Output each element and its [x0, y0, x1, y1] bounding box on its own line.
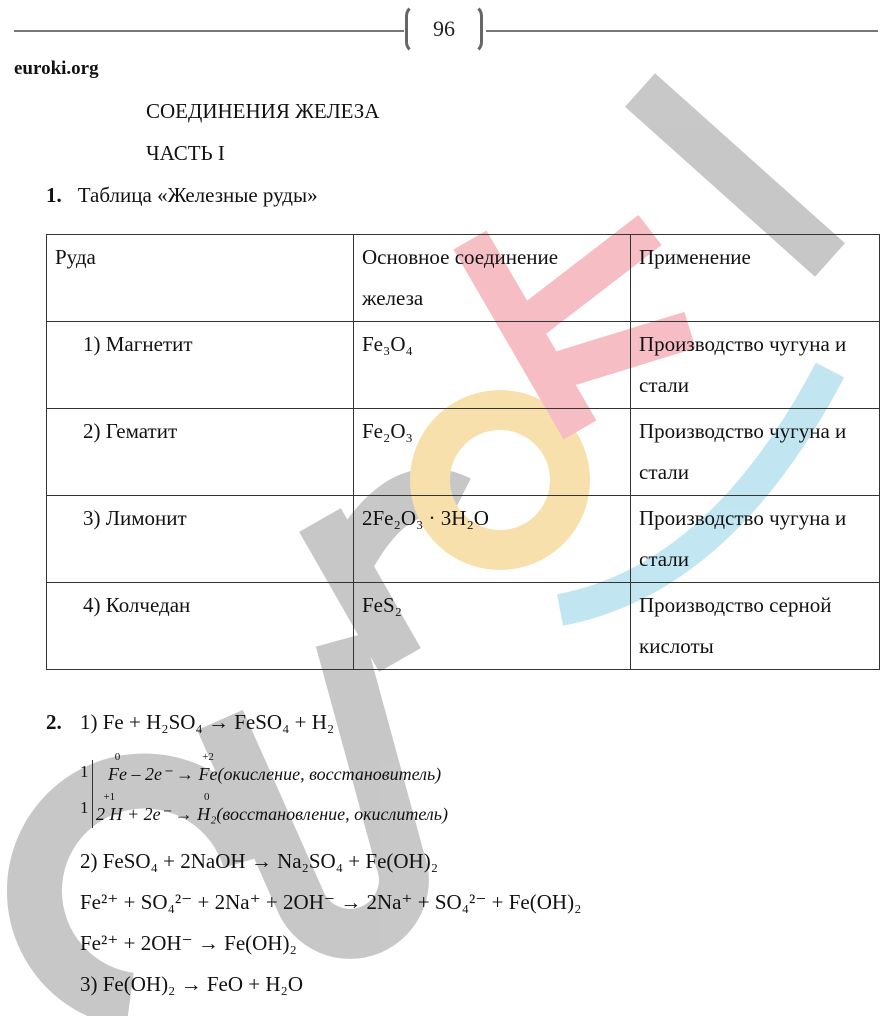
- balance-note: (восстановление, окислитель): [216, 804, 448, 824]
- balance-line-2: [96, 791, 448, 825]
- ore-use: Производство чугуна и стали: [631, 322, 880, 409]
- ore-name: 1) Магнетит: [47, 322, 354, 409]
- header-compound: Основное соединение железа: [354, 235, 631, 322]
- header-rule-left: [14, 30, 404, 32]
- ore-compound: Fe₃O₄: [354, 322, 631, 409]
- site-label: euroki.org: [14, 58, 99, 79]
- ore-name: 3) Лимонит: [47, 496, 354, 583]
- balance-bar: [92, 760, 93, 828]
- balance-term: H₂: [197, 804, 217, 824]
- equation-1: 1) Fe + H₂SO₄ → FeSO₄ + H₂: [80, 710, 335, 734]
- header-rule-right: [486, 30, 878, 32]
- page-number: 96: [405, 4, 483, 54]
- balance-term: – 2e⁻ →: [131, 764, 194, 784]
- ore-use: Производство серной кислоты: [631, 583, 880, 670]
- equation-2-ionic-full: Fe²⁺ + SO₄²⁻ + 2Na⁺ + 2OH⁻ → 2Na⁺ + SO₄²⁻ + Fe(OH)₂: [80, 890, 582, 914]
- section-part: ЧАСТЬ I: [146, 141, 225, 165]
- balance-term: + 2e⁻ →: [127, 804, 193, 824]
- ore-use: Производство чугуна и стали: [631, 409, 880, 496]
- table-row: [47, 322, 880, 409]
- table-row: [47, 496, 880, 583]
- ores-table: [46, 234, 880, 670]
- section-title: СОЕДИНЕНИЯ ЖЕЛЕЗА: [146, 99, 380, 123]
- balance-note: (окисление, восстановитель): [217, 764, 442, 784]
- ox-state: 0: [204, 791, 210, 803]
- question-1-text: Таблица «Железные руды»: [77, 183, 318, 207]
- ore-compound: FeS₂: [354, 583, 631, 670]
- ore-compound: 2Fe₂O₃ · 3H₂O: [354, 496, 631, 583]
- ox-state: 0: [114, 751, 121, 763]
- table-header-row: [47, 235, 880, 322]
- balance-term: Fe: [108, 764, 127, 784]
- balance-coef-1: 1: [80, 762, 89, 781]
- table-row: [47, 583, 880, 670]
- question-1-number: 1.: [46, 183, 62, 207]
- table-row: [47, 409, 880, 496]
- header-ore: Руда: [47, 235, 354, 322]
- balance-term: Fe: [198, 764, 218, 784]
- balance-term: 2 H: [96, 804, 123, 824]
- balance-coef-2: 1: [80, 798, 89, 817]
- equation-2: 2) FeSO₄ + 2NaOH → Na₂SO₄ + Fe(OH)₂: [80, 849, 439, 873]
- ox-state: +2: [202, 751, 214, 763]
- header-use: Применение: [631, 235, 880, 322]
- ore-compound: Fe₂O₃: [354, 409, 631, 496]
- question-1: [46, 183, 318, 208]
- equation-2-ionic-short: Fe²⁺ + 2OH⁻ → Fe(OH)₂: [80, 931, 297, 955]
- ox-state: +1: [103, 791, 116, 803]
- balance-line-1: [108, 751, 442, 785]
- question-2-number: 2.: [46, 710, 62, 734]
- ore-name: 4) Колчедан: [47, 583, 354, 670]
- equation-3: 3) Fe(OH)₂ → FeO + H₂O: [80, 972, 304, 996]
- ore-name: 2) Гематит: [47, 409, 354, 496]
- ore-use: Производство чугуна и стали: [631, 496, 880, 583]
